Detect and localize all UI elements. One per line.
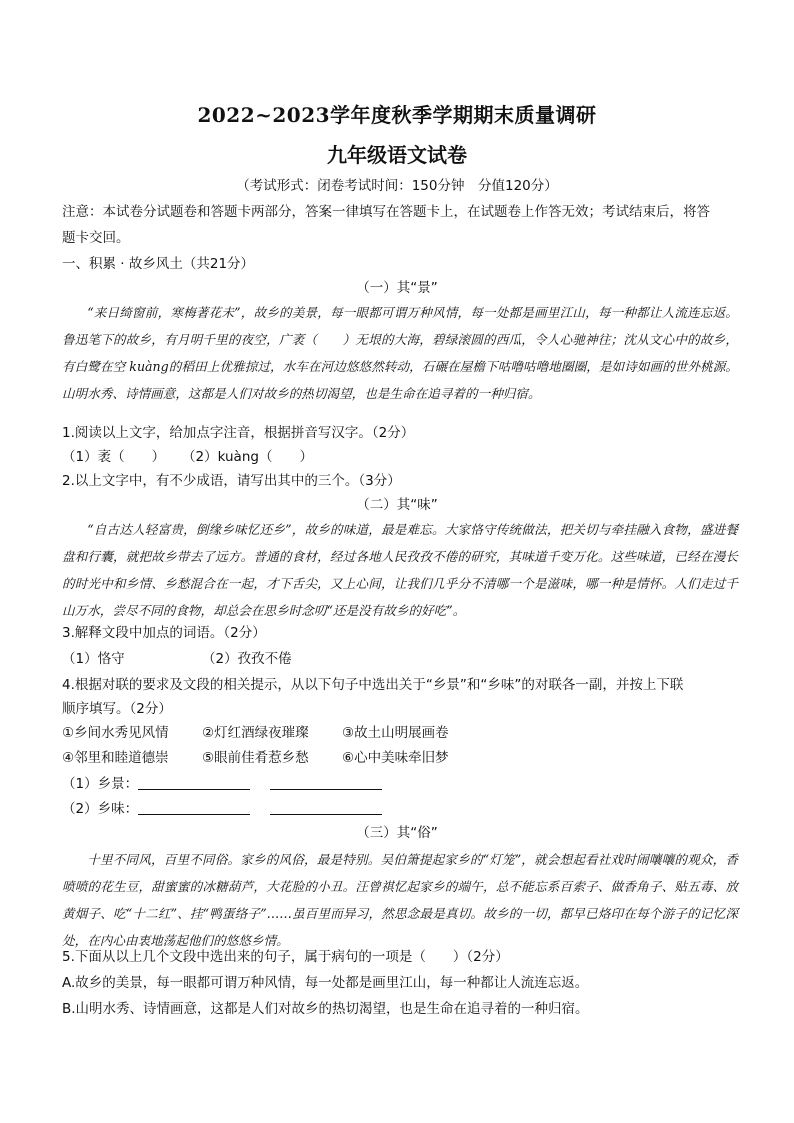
couplet-option: ②灯红酒绿夜璀璨 bbox=[202, 725, 309, 741]
question-3-item-b: （2）孜孜不倦 bbox=[202, 651, 292, 667]
couplet-option: ③故土山明展画卷 bbox=[342, 725, 449, 741]
question-1-item-b: （2）kuàng（ ） bbox=[182, 449, 313, 465]
part3-passage bbox=[62, 846, 738, 954]
part1-heading: （一）其“景” bbox=[356, 280, 438, 296]
question-3-items bbox=[62, 646, 738, 672]
exam-info: （考试形式：闭卷考试时间：150分钟 分值120分） bbox=[236, 178, 558, 194]
notice-line-2: 题卡交回。 bbox=[62, 230, 130, 246]
couplet-options-row-1 bbox=[62, 720, 738, 746]
question-5: 5.下面从以上几个文段中选出来的句子，属于病句的一项是（ ）（2分） bbox=[62, 949, 509, 965]
part1-passage-text: “来日绮窗前，寒梅著花未”，故乡的美景，每一眼都可谓万种风情，每一处都是画里江山，每一种都让人流连忘返。鲁迅笔下的故乡，有月明千里的夜空，广袤（ ）无垠的大海，碧绿滚圆的西瓜，令人心驰神往；沈从文心中的故乡，有白鹭在空 kuàng的稻田上优雅掠过，水车在河边悠悠然转动，石碾在屋檐下咕噜咕噜地圈圈，是如诗如画的世外桃源。山明水秀、诗情画意，这都是人们对故乡的热切渴望，也是生命在追寻着的一种归宿。 bbox=[62, 305, 738, 401]
question-5-option-b: B.山明水秀、诗情画意，这都是人们对故乡的热切渴望，也是生命在追寻着的一种归宿。 bbox=[62, 1001, 589, 1017]
answer-row-taste bbox=[62, 796, 738, 822]
part2-passage bbox=[62, 516, 738, 624]
part3-heading: （三）其“俗” bbox=[356, 825, 438, 841]
question-1: 1.阅读以上文字，给加点字注音，根据拼音写汉字。（2分） bbox=[62, 425, 415, 441]
notice-line-1: 注意：本试卷分试题卷和答题卡两部分，答案一律填写在答题卡上，在试题卷上作答无效；考试结束后，将答 bbox=[62, 204, 710, 220]
answer-label-scene: （1）乡景： bbox=[62, 776, 139, 792]
question-5-option-a: A.故乡的美景，每一眼都可谓万种风情，每一处都是画里江山，每一种都让人流连忘返。 bbox=[62, 975, 589, 991]
question-3-item-a: （1）恪守 bbox=[62, 651, 125, 667]
part2-heading: （二）其“味” bbox=[356, 497, 438, 513]
exam-subtitle: 九年级语文试卷 bbox=[327, 143, 467, 167]
couplet-option: ⑥心中美味牵旧梦 bbox=[342, 750, 449, 766]
couplet-options-row-2 bbox=[62, 745, 738, 771]
question-1-item-a: （1）袤（ ） bbox=[62, 449, 166, 465]
question-3: 3.解释文段中加点的词语。（2分） bbox=[62, 625, 266, 641]
question-4-line-2: 顺序填写。（2分） bbox=[62, 701, 172, 717]
part3-passage-text: 十里不同风，百里不同俗。家乡的风俗，最是特别。吴伯箫提起家乡的“灯笼”，就会想起看社戏时闹嚷嚷的观众，香喷喷的花生豆，甜蜜蜜的冰糖葫芦，大花脸的小丑。汪曾祺忆起家乡的端午，总不能忘系百索子、做香角子、贴五毒、放黄烟子、吃“十二红”、挂“鸭蛋络子”……虽百里而异习，然思念最是真切。故乡的一切，都早已烙印在每个游子的记忆深处，在内心由衷地荡起他们的悠悠乡情。 bbox=[62, 852, 738, 948]
answer-blank-taste-upper[interactable] bbox=[138, 799, 250, 815]
answer-blank-scene-upper[interactable] bbox=[138, 774, 250, 790]
section-heading: 一、积累 · 故乡风土（共21分） bbox=[62, 256, 255, 272]
couplet-option: ①乡间水秀见风情 bbox=[62, 725, 169, 741]
part2-passage-text: “自古达人轻富贵，倒缘乡味忆还乡”，故乡的味道，最是难忘。大家恪守传统做法，把关切与牵挂融入食物，盛进餐盘和行囊，就把故乡带去了远方。普通的食材，经过各地人民孜孜不倦的研究，其味道千变万化。这些味道，已经在漫长的时光中和乡情、乡愁混合在一起，才下舌尖，又上心间，让我们几乎分不清哪一个是滋味，哪一种是情怀。人们走过千山万水，尝尽不同的食物，却总会在思乡时念叨“还是没有故乡的好吃”。 bbox=[62, 522, 738, 618]
answer-blank-scene-lower[interactable] bbox=[270, 774, 382, 790]
question-4-line-1: 4.根据对联的要求及文段的相关提示，从以下句子中选出关于“乡景”和“乡味”的对联各一副，并按上下联 bbox=[62, 677, 684, 693]
couplet-option: ⑤眼前佳肴惹乡愁 bbox=[202, 750, 309, 766]
answer-label-taste: （2）乡味： bbox=[62, 801, 139, 817]
part1-passage bbox=[62, 299, 738, 407]
question-1-items bbox=[62, 444, 738, 470]
answer-row-scene bbox=[62, 771, 738, 797]
exam-title: 2022~2023学年度秋季学期期末质量调研 bbox=[197, 103, 597, 127]
answer-blank-taste-lower[interactable] bbox=[270, 799, 382, 815]
couplet-option: ④邻里和睦道德崇 bbox=[62, 750, 169, 766]
question-2: 2.以上文字中，有不少成语，请写出其中的三个。（3分） bbox=[62, 473, 401, 489]
